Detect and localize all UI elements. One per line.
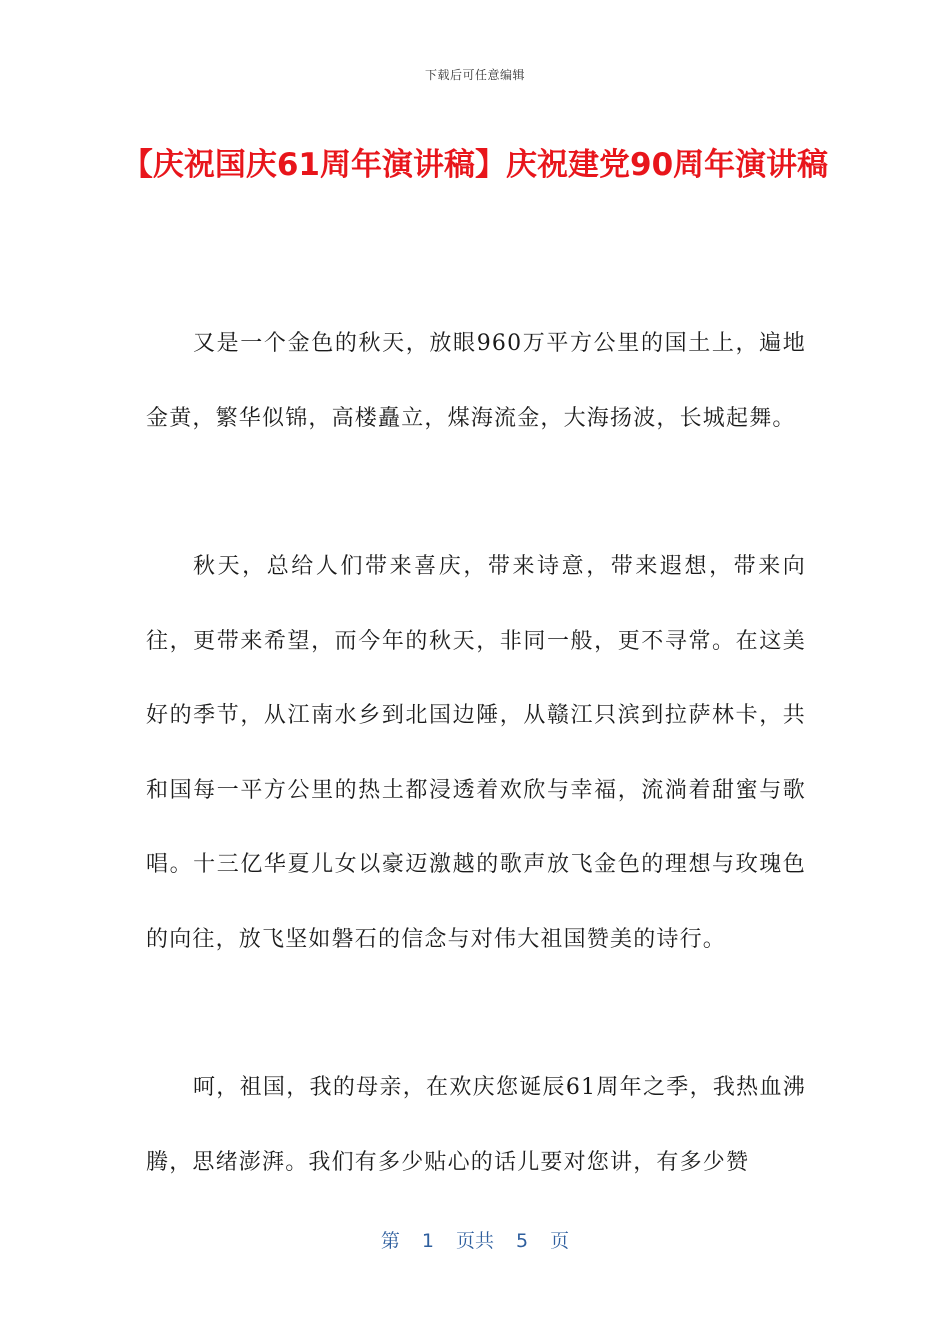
footer-total-pages: 5 [516,1230,529,1252]
paragraph-3: 呵，祖国，我的母亲，在欢庆您诞辰61周年之季，我热血沸腾，思绪澎湃。我们有多少贴心的话儿要对您讲，有多少赞 [146,1075,806,1175]
footer-suffix: 页 [550,1230,570,1252]
footer-prefix: 第 [380,1230,400,1252]
page-header-note: 下载后可任意编辑 [424,68,525,82]
paragraph-1: 又是一个金色的秋天，放眼960万平方公里的国土上，遍地金黄，繁华似锦，高楼矗立，煤海流金，大海扬波，长城起舞。 [146,331,806,431]
paragraph-2: 秋天，总给人们带来喜庆，带来诗意，带来遐想，带来向往，更带来希望，而今年的秋天，非同一般，更不寻常。在这美好的季节，从江南水乡到北国边陲，从赣江只滨到拉萨林卡，共和国每一平方公里的热土都浸透着欢欣与幸福，流淌着甜蜜与歌唱。十三亿华夏儿女以豪迈激越的歌声放飞金色的理想与玫瑰色的向往，放飞坚如磐石的信念与对伟大祖国赞美的诗行。 [146,554,806,952]
footer-middle: 页共 [455,1230,494,1252]
footer-current-page: 1 [421,1230,434,1252]
document-title: 【庆祝国庆61周年演讲稿】庆祝建党90周年演讲稿 [121,147,829,183]
page-footer [0,1226,950,1253]
